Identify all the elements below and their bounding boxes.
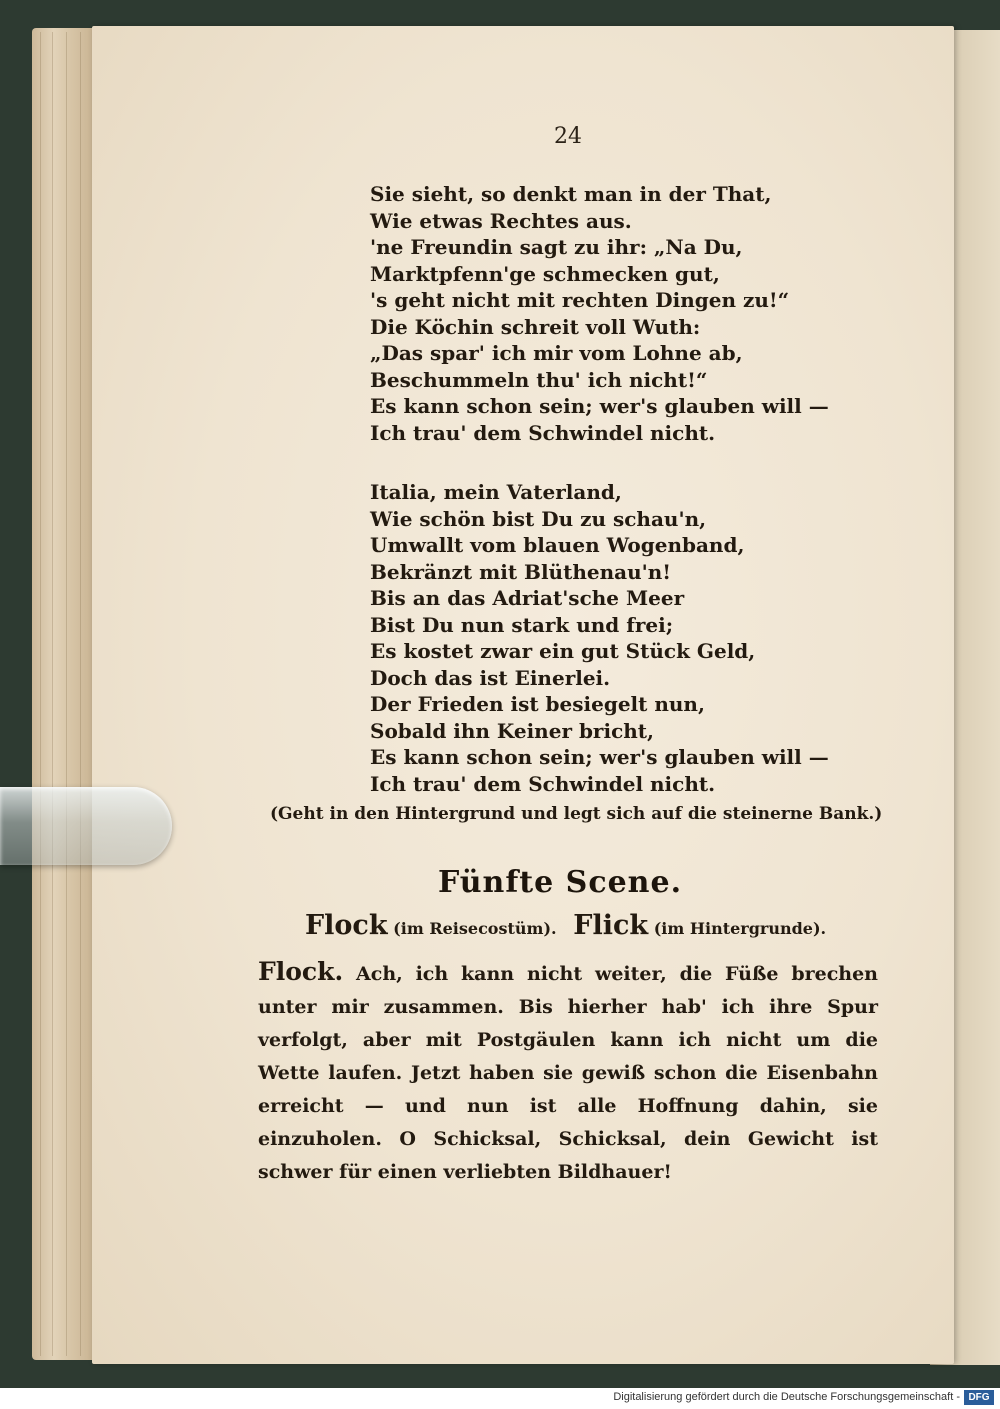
page-edge-stack: [32, 28, 94, 1360]
character-name: Flock: [305, 910, 388, 941]
stage-direction: (Geht in den Hintergrund und legt sich auf die steinerne Bank.): [270, 804, 883, 824]
character-note: (im Hintergrunde).: [653, 919, 827, 938]
verse-line: Wie schön bist Du zu schau'n,: [370, 506, 707, 531]
verse-line: Beschummeln thu' ich nicht!“: [370, 367, 708, 392]
character-name: Flick: [573, 910, 649, 941]
character-list: [305, 910, 865, 941]
scene-title: Fünfte Scene.: [437, 865, 683, 900]
verse-line: Umwallt vom blauen Wogenband,: [370, 533, 745, 557]
verse-line: Marktpfenn'ge schmecken gut,: [370, 261, 720, 286]
verse-line: „Das spar' ich mir vom Lohne ab,: [370, 341, 743, 365]
verse-line: Der Frieden ist besiegelt nun,: [370, 692, 705, 716]
verse-line: Bist Du nun stark und frei;: [370, 612, 674, 637]
glass-page-weight: [0, 787, 172, 865]
verse-line: Ich trau' dem Schwindel nicht.: [370, 771, 716, 796]
verse-line: Wie etwas Rechtes aus.: [370, 208, 632, 233]
speech-paragraph: [258, 955, 878, 1189]
verse-line: Bekränzt mit Blüthenau'n!: [370, 559, 672, 584]
digitization-footer: [0, 1388, 1000, 1409]
character-note: (im Reisecostüm).: [393, 919, 557, 938]
dfg-logo: DFG: [964, 1390, 994, 1405]
verse-line: Die Köchin schreit voll Wuth:: [370, 314, 701, 339]
verse-line: Sobald ihn Keiner bricht,: [370, 718, 654, 743]
verse-line: Es kann schon sein; wer's glauben will —: [370, 394, 829, 418]
funding-credit: Digitalisierung gefördert durch die Deutsche Forschungsgemeinschaft -: [613, 1391, 960, 1403]
verse-line: Bis an das Adriat'sche Meer: [370, 586, 685, 610]
verse-line: Ich trau' dem Schwindel nicht.: [370, 420, 716, 445]
verse-line: 's geht nicht mit rechten Dingen zu!“: [370, 288, 790, 312]
verse-line: Sie sieht, so denkt man in der That,: [370, 182, 772, 206]
verse-stanza-1: [370, 181, 850, 446]
speech-text: Ach, ich kann nicht weiter, die Füße brechen unter mir zusammen. Bis hierher hab' ich ihre Spur verfolgt, aber mit Postgäulen kann ich nicht um die Wette laufen. Jetzt haben sie gewiß schon die Eisenbahn erreicht — und nun ist alle Hoffnung dahin, sie einzuholen. O Schicksal, Schicksal, dein Gewicht ist schwer für einen verliebten Bildhauer!: [258, 963, 878, 1183]
verse-line: 'ne Freundin sagt zu ihr: „Na Du,: [370, 235, 743, 259]
verse-line: Italia, mein Vaterland,: [370, 480, 622, 504]
verse-stanza-2: [370, 479, 850, 797]
page-number: 24: [554, 124, 582, 149]
verse-line: Es kostet zwar ein gut Stück Geld,: [370, 639, 756, 663]
verse-line: Es kann schon sein; wer's glauben will —: [370, 745, 829, 769]
speaker-name: Flock.: [258, 957, 344, 986]
verse-line: Doch das ist Einerlei.: [370, 665, 611, 690]
